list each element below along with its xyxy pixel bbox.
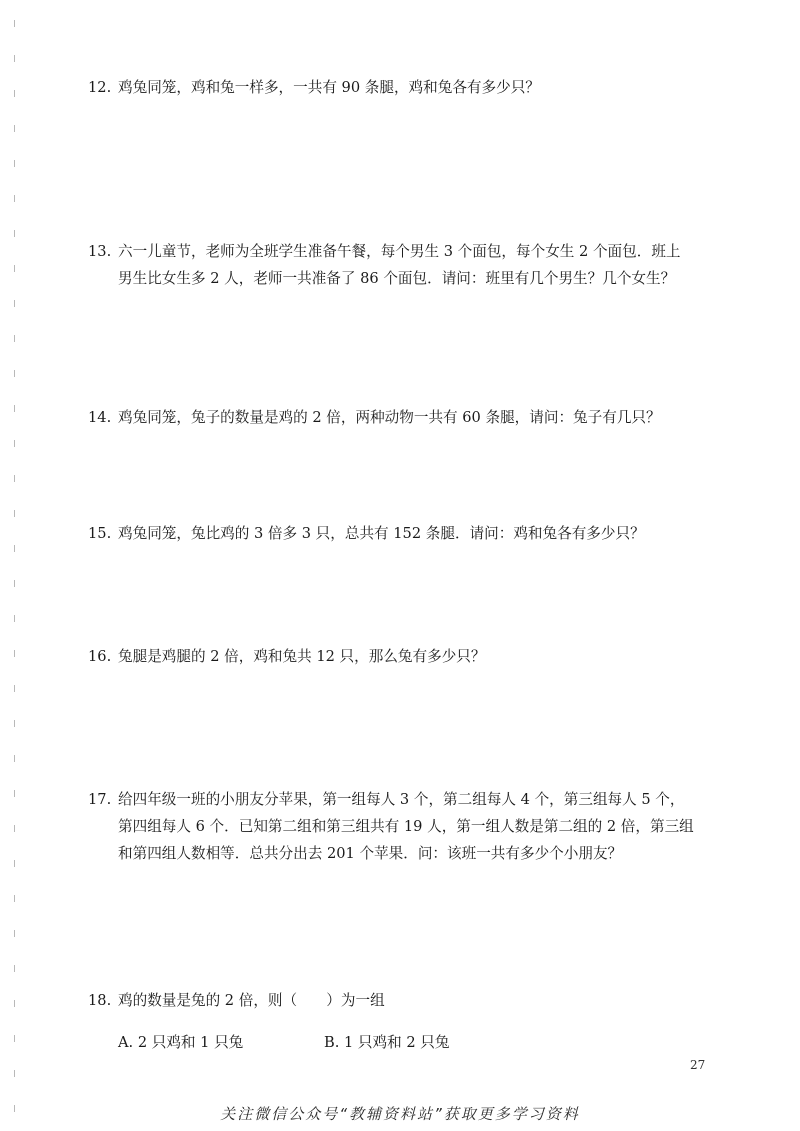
question-14 xyxy=(88,404,728,431)
question-text: 鸡兔同笼，鸡和兔一样多，一共有 90 条腿，鸡和兔各有多少只？ xyxy=(118,79,540,96)
question-text-line-3: 和第四组人数相等．总共分出去 201 个苹果．问：该班一共有多少个小朋友？ xyxy=(118,845,623,862)
question-13 xyxy=(88,238,728,292)
question-text-line-2: 男生比女生多 2 人，老师一共准备了 86 个面包．请问：班里有几个男生？几个女生？ xyxy=(118,270,676,287)
option-a: A. 2 只鸡和 1 只兔 xyxy=(118,1034,244,1051)
question-text: 鸡的数量是兔的 2 倍，则（ ）为一组 xyxy=(118,992,385,1009)
option-b: B. 1 只鸡和 2 只兔 xyxy=(324,1034,450,1051)
question-12 xyxy=(88,74,728,101)
question-number: 12. xyxy=(88,79,112,96)
question-text-line-2: 第四组每人 6 个．已知第二组和第三组共有 19 人，第一组人数是第二组的 2 倍，第三组 xyxy=(118,818,694,835)
question-text: 兔腿是鸡腿的 2 倍，鸡和兔共 12 只，那么兔有多少只？ xyxy=(118,648,486,665)
question-number: 13. xyxy=(88,243,112,260)
footer-note: 关注微信公众号“教辅资料站”获取更多学习资料 xyxy=(220,1105,580,1123)
question-18 xyxy=(88,987,728,1014)
page-number: 27 xyxy=(690,1058,706,1072)
question-text-line-1: 给四年级一班的小朋友分苹果，第一组每人 3 个，第二组每人 4 个，第三组每人 5 个， xyxy=(118,791,685,808)
question-number: 14. xyxy=(88,409,112,426)
question-number: 15. xyxy=(88,525,112,542)
question-number: 18. xyxy=(88,992,112,1009)
question-text: 鸡兔同笼，兔比鸡的 3 倍多 3 只，总共有 152 条腿．请问：鸡和兔各有多少只？ xyxy=(118,525,645,542)
question-number: 17. xyxy=(88,791,112,808)
question-15 xyxy=(88,520,728,547)
question-text-line-1: 六一儿童节，老师为全班学生准备午餐，每个男生 3 个面包，每个女生 2 个面包．班上 xyxy=(118,243,681,260)
question-text: 鸡兔同笼，兔子的数量是鸡的 2 倍，两种动物一共有 60 条腿，请问：兔子有几只？ xyxy=(118,409,661,426)
scan-edge-marks xyxy=(14,0,18,1131)
question-17 xyxy=(88,786,728,867)
question-number: 16. xyxy=(88,648,112,665)
question-16 xyxy=(88,643,728,670)
